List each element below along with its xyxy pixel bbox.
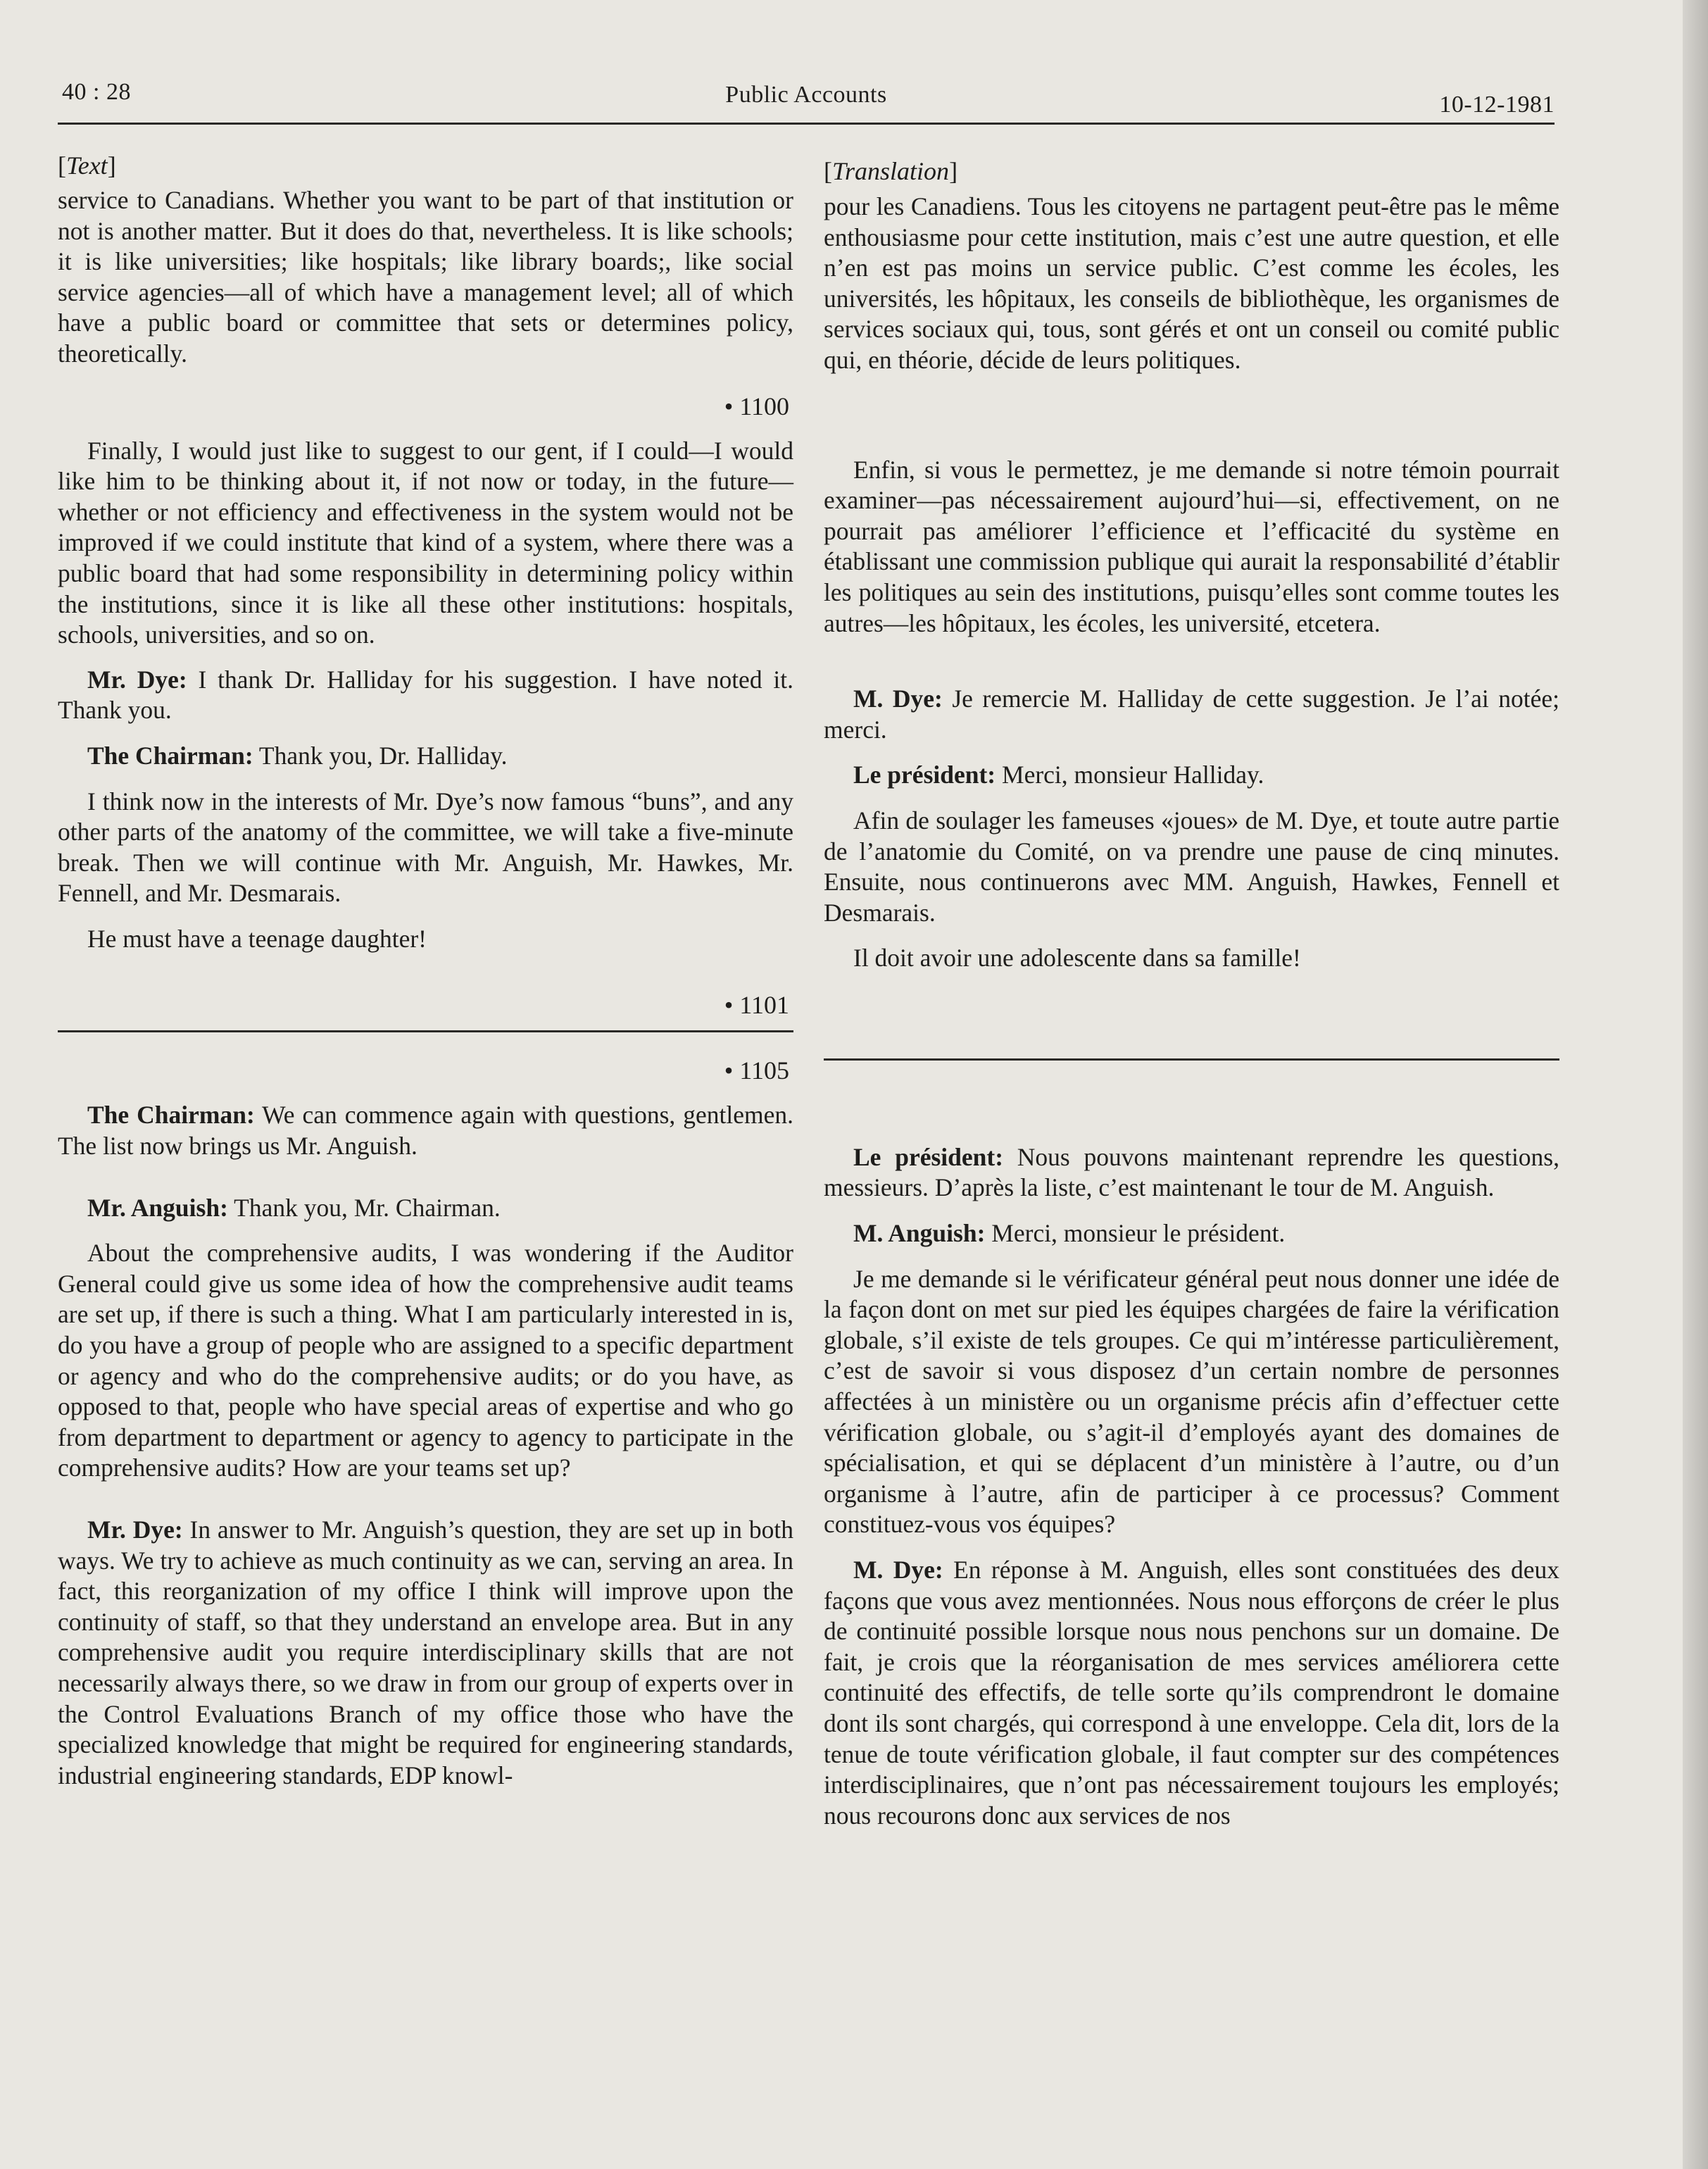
- text-tag-label: Text: [66, 151, 108, 180]
- paragraph: [824, 1218, 1559, 1249]
- speaker-name: Le président:: [853, 761, 996, 789]
- paragraph: Il doit avoir une adolescente dans sa famille!: [853, 944, 1301, 973]
- speech-text: I thank Dr. Halliday for his suggestion. I have noted it. Thank you.: [58, 665, 793, 725]
- speech-text: We can commence again with questions, gentlemen. The list now brings us Mr. Anguish.: [58, 1101, 793, 1161]
- paragraph: Finally, I would just like to suggest to our gent, if I could—I would like him to be thinking about it, if not now or today, in the future—whether or not efficiency and effectiveness in the system would not be improved if we could institute that kind of a system, where there was a public board that had some responsibility in determining policy within the institutions, since it is like all these other institutions: hospitals, schools, universities, and so on.: [58, 436, 793, 649]
- paragraph: [824, 1555, 1559, 1831]
- section-rule: [824, 1058, 1559, 1061]
- speech-text: In answer to Mr. Anguish’s question, they are set up in both ways. We try to achieve as much continuity as we can, serving an area. In fact, this reorganization of my office I think will improve upon the continuity of staff, so that they understand an envelope area. But in any comprehensive audit you require interdisciplinary skills that are not necessarily always there, so we draw in from our group of experts over in the Control Evaluations Branch of my office those who have the specialized knowledge that might be required for engineering standards, industrial engineering standards, EDP knowl-: [58, 1515, 793, 1789]
- page-edge-shadow: [1683, 0, 1708, 2169]
- speech-text: Thank you, Dr. Halliday.: [253, 741, 508, 770]
- speaker-name: M. Anguish:: [853, 1219, 986, 1248]
- page-date: 10-12-1981: [1439, 92, 1555, 118]
- paragraph: [58, 1193, 793, 1224]
- time-marker: • 1100: [724, 392, 789, 420]
- speech-text: Nous pouvons maintenant reprendre les questions, messieurs. D’après la liste, c’est maintenant le tour de M. Anguish.: [824, 1142, 1559, 1202]
- speech-text: Je remercie M. Halliday de cette suggestion. Je l’ai notée; merci.: [824, 685, 1559, 744]
- time-marker: • 1105: [724, 1056, 789, 1085]
- paragraph: [824, 760, 1559, 791]
- page-header: [58, 79, 1555, 121]
- text-tag: [Text]: [58, 151, 116, 180]
- translation-tag-label: Translation: [832, 157, 950, 185]
- speech-text: Merci, monsieur le président.: [985, 1219, 1286, 1248]
- paragraph: Afin de soulager les fameuses «joues» de M. Dye, et toute autre partie de l’anatomie du Comité, on va prendre une pause de cinq minutes. Ensuite, nous continuerons avec MM. Anguish, Hawkes, Fennell et Desmarais.: [824, 806, 1559, 927]
- translation-tag: [Translation]: [824, 157, 958, 185]
- paragraph: [58, 1100, 793, 1161]
- speaker-name: Mr. Anguish:: [87, 1193, 228, 1222]
- paragraph: Je me demande si le vérificateur général peut nous donner une idée de la façon dont on met sur pied les équipes chargées de faire la vérification globale, s’il existe de tels groupes. Ce qui m’intéresse particulièrement, c’est de savoir si vous disposez d’un certain nombre de personnes affectées à un ministère ou un organisme précis afin d’effectuer cette vérification globale, ou s’agit-il d’employés ayant des domaines de spécialisation, et qui se déplacent d’un ministère à l’autre, ou d’un organisme à l’autre, afin de participer à ce processus? Comment constituez-vous vos équipes?: [824, 1264, 1559, 1539]
- header-rule: [58, 123, 1555, 125]
- paragraph: [824, 1142, 1559, 1204]
- page-number: 40 : 28: [62, 79, 131, 105]
- paragraph: [824, 684, 1559, 745]
- speaker-name: The Chairman:: [87, 741, 253, 770]
- paragraph: [58, 665, 793, 726]
- speaker-name: M. Dye:: [853, 1556, 943, 1584]
- paragraph: Enfin, si vous le permettez, je me demande si notre témoin pourrait examiner—pas nécessairement aujourd’hui—si, effectivement, on ne pourrait pas améliorer l’efficience et l’efficacité du système en établissant une commission publique qui aurait la responsabilité d’établir les politiques au sein des institutions, puisqu’elles sont comme toutes les autres—les hôpitaux, les écoles, les université, etcetera.: [824, 455, 1559, 637]
- speaker-name: Mr. Dye:: [87, 1515, 183, 1544]
- time-marker: • 1101: [724, 991, 789, 1020]
- speech-text: Merci, monsieur Halliday.: [996, 761, 1264, 789]
- running-title: Public Accounts: [725, 82, 887, 108]
- french-column: [824, 148, 1559, 1831]
- paragraph: service to Canadians. Whether you want to be part of that institution or not is another matter. But it does do that, nevertheless. It is like schools; it is like universities; like hospitals; like library boards;, like social service agencies—all of which have a management level; all of which have a public board or committee that sets or determines policy, theoretically.: [58, 186, 793, 368]
- speaker-name: The Chairman:: [87, 1101, 255, 1130]
- paragraph: He must have a teenage daughter!: [87, 924, 427, 953]
- paragraph: I think now in the interests of Mr. Dye’s now famous “buns”, and any other parts of the anatomy of the committee, we will take a five-minute break. Then we will continue with Mr. Anguish, Mr. Hawkes, Mr. Fennell, and Mr. Desmarais.: [58, 787, 793, 908]
- speech-text: Thank you, Mr. Chairman.: [227, 1193, 501, 1222]
- speaker-name: Le président:: [853, 1142, 1004, 1171]
- english-column: [58, 148, 793, 1791]
- paragraph: [58, 1515, 793, 1791]
- speech-text: En réponse à M. Anguish, elles sont constituées des deux façons que vous avez mentionnées. Nous nous efforçons de créer le plus de continuité possible lorsque nous nous penchons sur un domaine. De fait, je crois que la réorganisation de mes services améliorera cette continuité des effectifs, de telle sorte qu’ils comprendront le domaine dont ils sont chargés, qui correspond à une enveloppe. Cela dit, lors de la tenue de toute vérification globale, il faut compter sur des compétences interdisciplinaires, que n’ont pas nécessairement toujours les employés; nous recourons donc aux services de nos: [824, 1556, 1559, 1830]
- paragraph: About the comprehensive audits, I was wondering if the Auditor General could give us some idea of how the comprehensive audit teams are set up, if there is such a thing. What I am particularly interested in is, do you have a group of people who are assigned to a specific department or agency and who do the comprehensive audits; or do you have, as opposed to that, people who have special areas of expertise and who go from department to department or agency to agency to participate in the comprehensive audits? How are your teams set up?: [58, 1239, 793, 1482]
- speaker-name: Mr. Dye:: [87, 665, 187, 694]
- speaker-name: M. Dye:: [853, 685, 943, 713]
- paragraph: [58, 741, 793, 772]
- paragraph: pour les Canadiens. Tous les citoyens ne partagent peut-être pas le même enthousiasme pour cette institution, mais c’est une autre question, et elle n’en est pas moins un service public. C’est comme les écoles, les universités, les hôpitaux, les conseils de bibliothèque, les organismes de services sociaux qui, tous, sont gérés et ont un conseil ou comité public qui, en théorie, décide de leurs politiques.: [824, 192, 1559, 374]
- section-rule: [58, 1030, 793, 1032]
